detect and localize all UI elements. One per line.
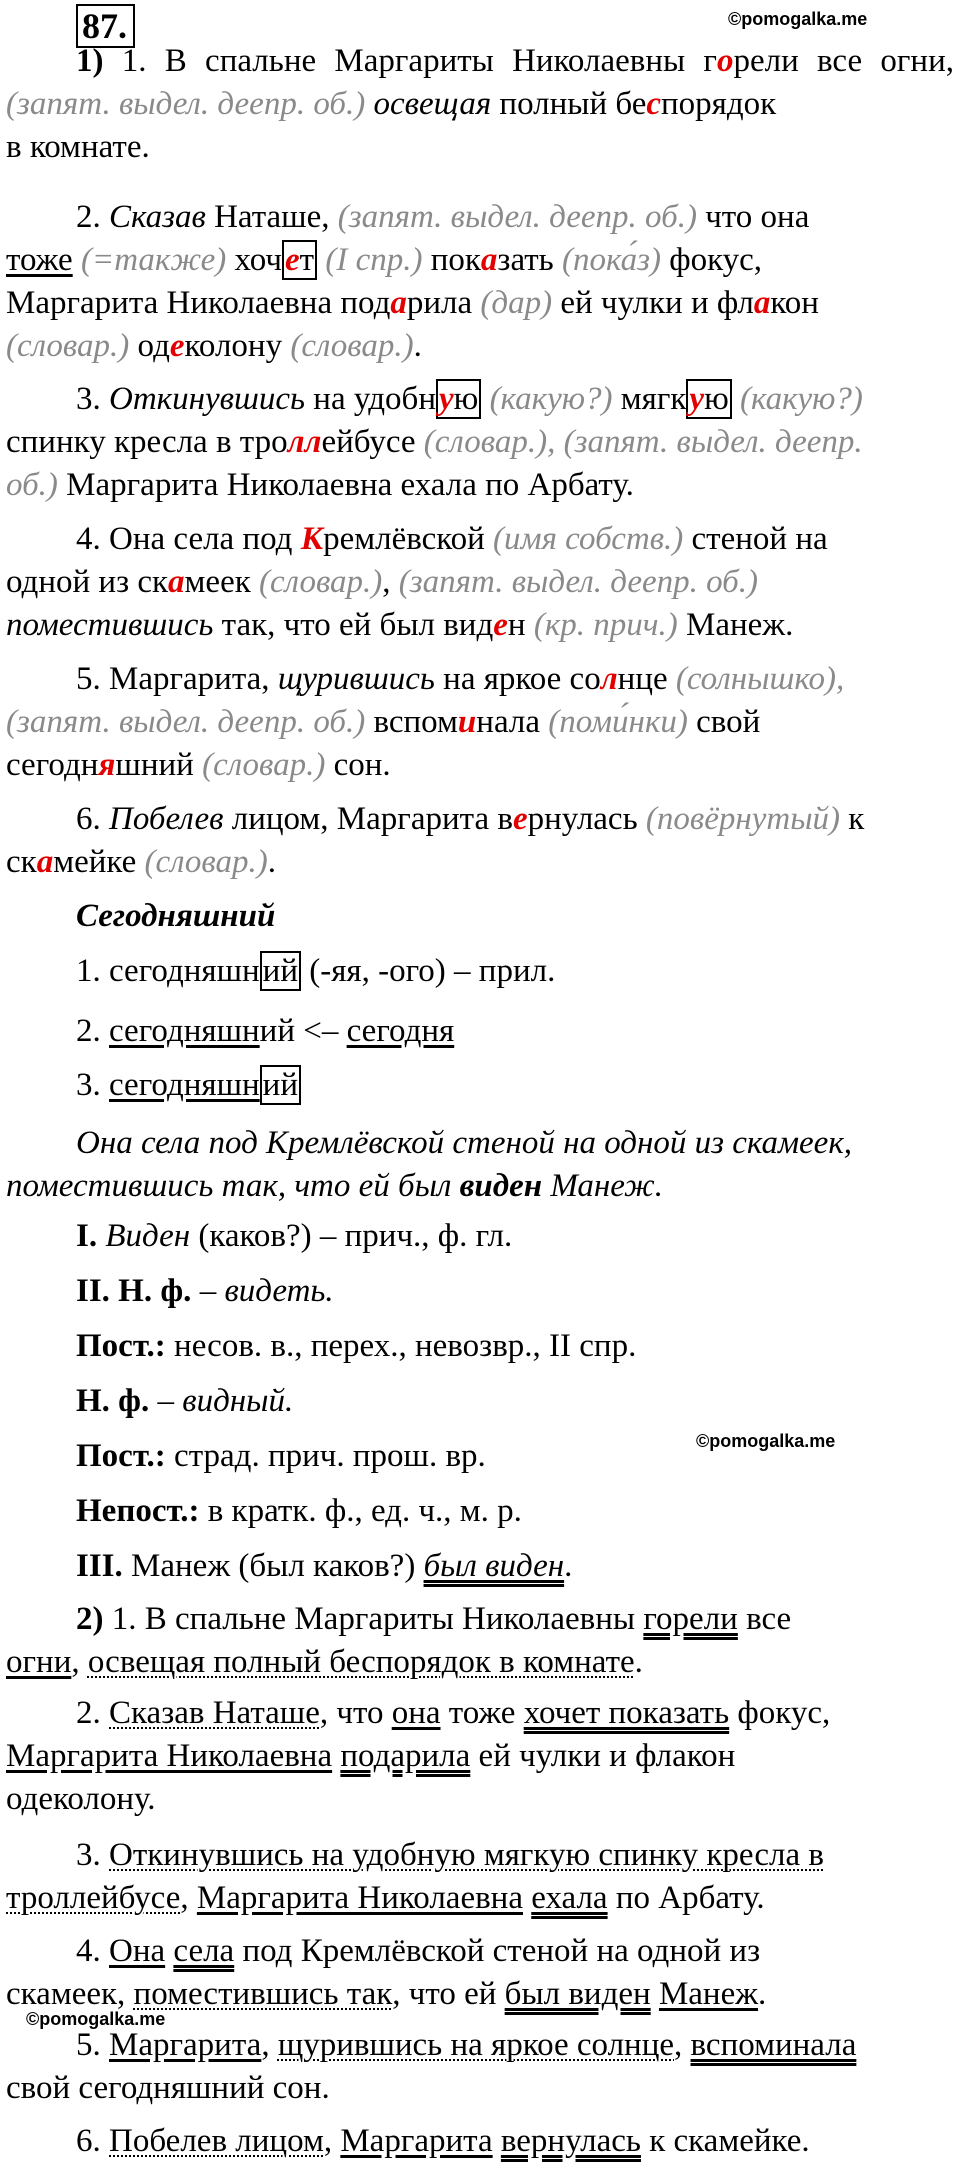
parsed-sentence-5: 5. Маргарита, щурившись на яркое солнце, вспоминала свой сегодняшний сон. — [6, 2027, 857, 2106]
morph-7: III. Манеж (был каков?) был виден. — [76, 1548, 573, 1584]
word-analysis-1: 1. сегодняшний (-яя, -ого) – прил. — [76, 953, 556, 989]
parsed-sentence-1: 2) 1. В спальне Маргариты Николаевны горели все огни, освещая полный беспорядок в комнате. — [6, 1601, 792, 1680]
word-analysis-3: 3. сегодняшний — [6, 1064, 954, 1107]
parsed-sentence-4: 4. Она села под Кремлёвской стеной на одной из скамеек, поместившись так, что ей был виден Манеж. — [6, 1933, 767, 2012]
parsed-sentence-6: 6. Побелев лицом, Маргарита вернулась к скамейке. — [76, 2123, 810, 2159]
sentence-4: 4. Она села под Кремлёвской (имя собств.) стеной на одной из скамеек (словар.), (запят. выдел. деепр. об.) поместившись так, что ей был виден (кр. прич.) Манеж. — [6, 521, 828, 643]
morph-4: Н. ф. – видный. — [76, 1383, 294, 1419]
sentence-2: 2. Сказав Наташе, (запят. выдел. деепр. об.) что она тоже (=также) хочет (I спр.) показать (пока́з) фокус, Маргарита Николаевна подарила (дар) ей чулки и флакон (словар.) одеколону (словар.). — [6, 199, 819, 364]
watermark-middle: ©pomogalka.me — [696, 1431, 836, 1451]
part1-label: 1) — [76, 43, 104, 79]
watermark-bottom: ©pomogalka.me — [26, 2009, 166, 2029]
parsed-sentence-2: 2. Сказав Наташе, что она тоже хочет показать фокус, Маргарита Николаевна подарила ей чулки и флакон одеколону. — [6, 1695, 831, 1817]
morph-2: II. Н. ф. – видеть. — [76, 1273, 334, 1309]
watermark-top: ©pomogalka.me — [728, 9, 868, 29]
sentence-5: 5. Маргарита, щурившись на яркое солнце (солнышко), (запят. выдел. деепр. об.) вспоминала (поми́нки) свой сегодняшний (словар.) сон. — [6, 661, 845, 783]
part2-label: 2) — [76, 1601, 104, 1637]
word-analysis-2: 2. сегодняшний <– сегодня — [76, 1013, 455, 1049]
sentence-1: 1) 1. В спальне Маргариты Николаевны горели все огни, (запят. выдел. деепр. об.) освещая полный беспорядок в комнате. — [6, 43, 954, 165]
morph-6: Непост.: в кратк. ф., ед. ч., м. р. — [76, 1493, 522, 1529]
parsed-sentence-3: 3. Откинувшись на удобную мягкую спинку кресла в троллейбусе, Маргарита Николаевна ехала по Арбату. — [6, 1837, 824, 1916]
sentence-3: 3. Откинувшись на удобную (какую?) мягкую (какую?) спинку кресла в троллейбусе (словар.), (запят. выдел. деепр. об.) Маргарита Николаевна ехала по Арбату. — [6, 381, 863, 503]
word-heading: Сегодняшний — [76, 898, 276, 934]
morph-5: Пост.: страд. прич. прош. вр. — [76, 1438, 486, 1474]
quote-sentence: Она села под Кремлёвской стеной на одной из скамеек, поместившись так, что ей был виден Манеж. — [6, 1125, 853, 1204]
exercise-number: 87. — [76, 4, 135, 48]
morph-3: Пост.: несов. в., перех., невозвр., II спр. — [76, 1328, 637, 1364]
sentence-6: 6. Побелев лицом, Маргарита вернулась (повёрнутый) к скамейке (словар.). — [6, 801, 865, 880]
morph-1: I. Виден (каков?) – прич., ф. гл. — [76, 1218, 513, 1254]
